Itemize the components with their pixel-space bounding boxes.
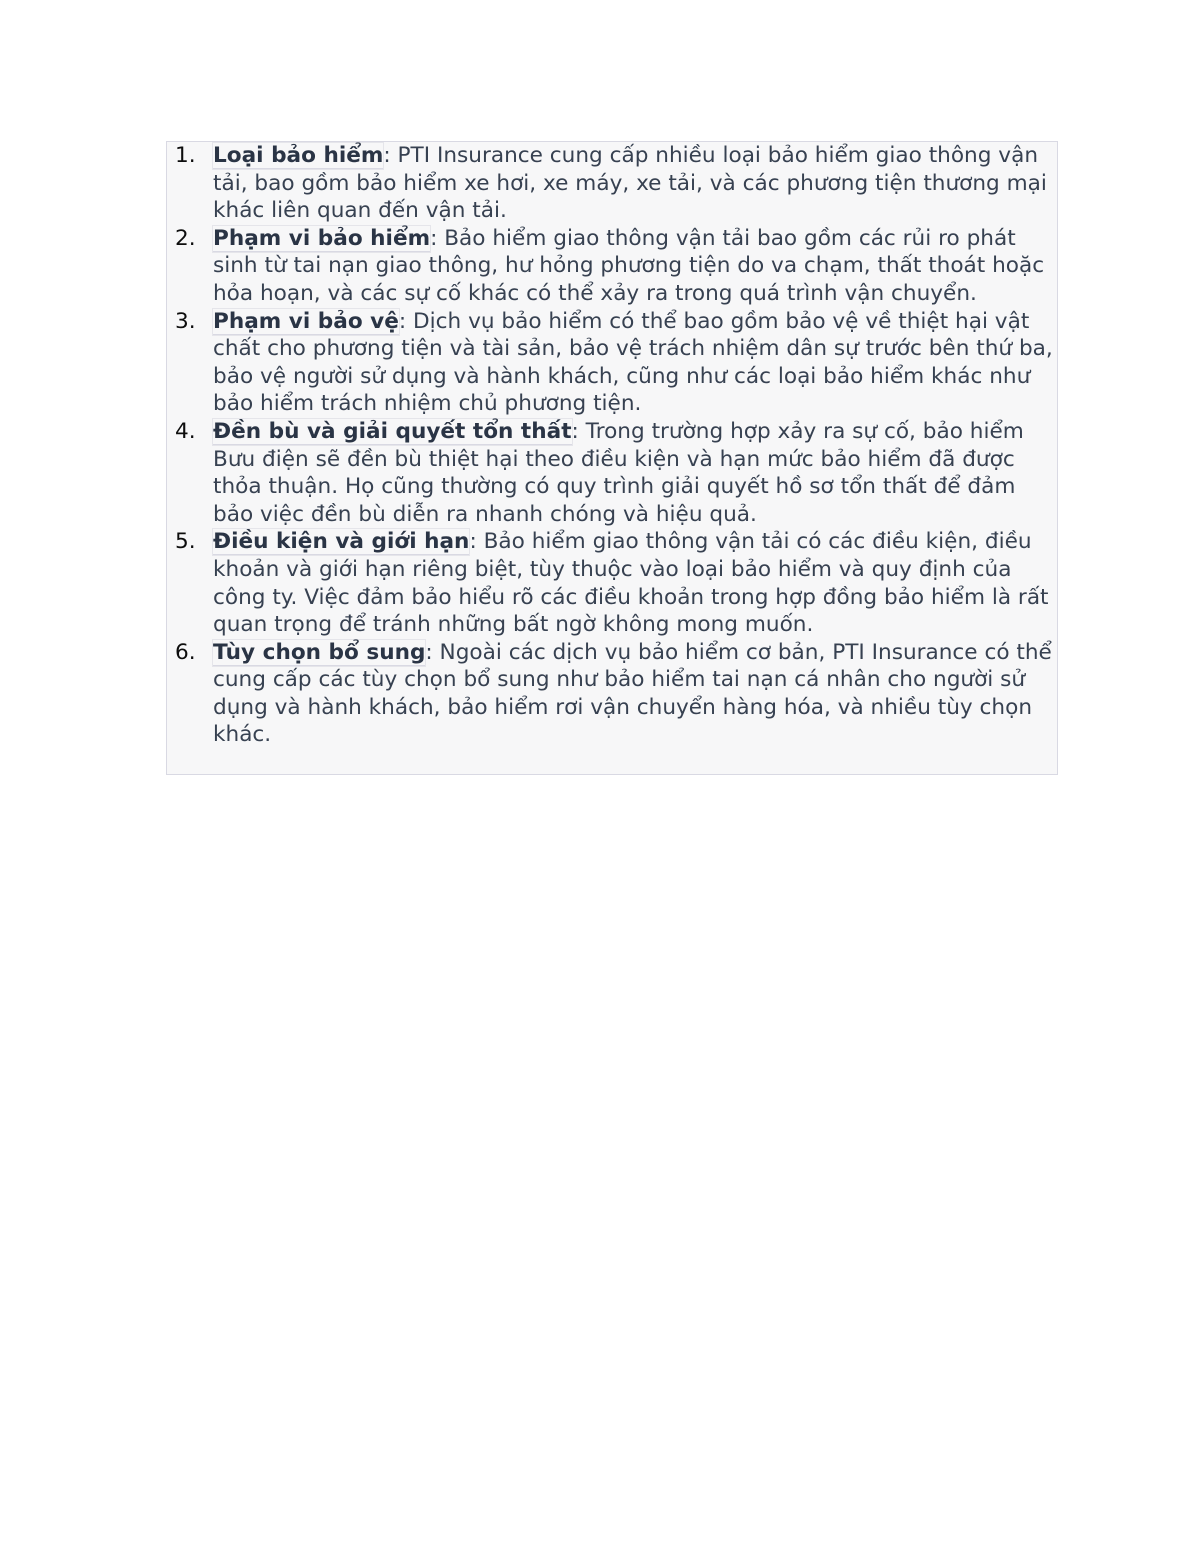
item-term: Phạm vi bảo vệ [213, 308, 399, 334]
item-number: 1. [175, 143, 196, 168]
list-item [167, 308, 1057, 418]
list-item [167, 142, 1057, 225]
list-item [167, 225, 1057, 308]
item-term: Loại bảo hiểm [213, 143, 384, 168]
item-colon: : [425, 639, 433, 665]
item-number: 6. [175, 639, 196, 665]
item-colon: : [383, 143, 391, 168]
content-box [166, 141, 1058, 775]
list-item [167, 418, 1057, 528]
item-number: 3. [175, 308, 196, 334]
item-term: Phạm vi bảo hiểm [213, 225, 431, 251]
numbered-list [167, 142, 1057, 749]
item-colon: : [571, 418, 579, 444]
item-number: 2. [175, 225, 196, 251]
item-term: Điều kiện và giới hạn [213, 529, 470, 555]
item-text: PTI Insurance cung cấp nhiều loại bảo hiểm giao thông vận tải, bao gồm bảo hiểm xe hơi, xe máy, xe tải, và các phương tiện thương mại khác liên quan đến vận tải. [213, 143, 1047, 224]
item-term: Đền bù và giải quyết tổn thất [213, 418, 572, 444]
item-text: Bảo hiểm giao thông vận tải có các điều kiện, điều khoản và giới hạn riêng biệt, tùy thuộc vào loại bảo hiểm và quy định của công ty. Việc đảm bảo hiểu rõ các điều khoản trong hợp đồng bảo hiểm là rất quan trọng để tránh những bất ngờ không mong muốn. [213, 529, 1049, 638]
item-number: 5. [175, 529, 196, 555]
item-text: Dịch vụ bảo hiểm có thể bao gồm bảo vệ về thiệt hại vật chất cho phương tiện và tài sản, bảo vệ trách nhiệm dân sự trước bên thứ ba, bảo vệ người sử dụng và hành khách, cũng như các loại bảo hiểm khác như bảo hiểm trách nhiệm chủ phương tiện. [213, 308, 1053, 417]
item-term: Tùy chọn bổ sung [213, 639, 426, 665]
list-item [167, 528, 1057, 638]
list-item [167, 639, 1057, 749]
item-text: Ngoài các dịch vụ bảo hiểm cơ bản, PTI Insurance có thể cung cấp các tùy chọn bổ sung như bảo hiểm tai nạn cá nhân cho người sử dụng và hành khách, bảo hiểm rơi vận chuyển hàng hóa, và nhiều tùy chọn khác. [213, 639, 1052, 748]
item-colon: : [430, 225, 438, 251]
item-colon: : [469, 529, 477, 555]
item-text: Bảo hiểm giao thông vận tải bao gồm các rủi ro phát sinh từ tai nạn giao thông, hư hỏng phương tiện do va chạm, thất thoát hoặc hỏa hoạn, và các sự cố khác có thể xảy ra trong quá trình vận chuyển. [213, 225, 1045, 306]
item-colon: : [398, 308, 407, 334]
item-text: Trong trường hợp xảy ra sự cố, bảo hiểm Bưu điện sẽ đền bù thiệt hại theo điều kiện và hạn mức bảo hiểm đã được thỏa thuận. Họ cũng thường có quy trình giải quyết hồ sơ tổn thất để đảm bảo việc đền bù diễn ra nhanh chóng và hiệu quả. [213, 418, 1024, 527]
item-number: 4. [175, 418, 196, 444]
